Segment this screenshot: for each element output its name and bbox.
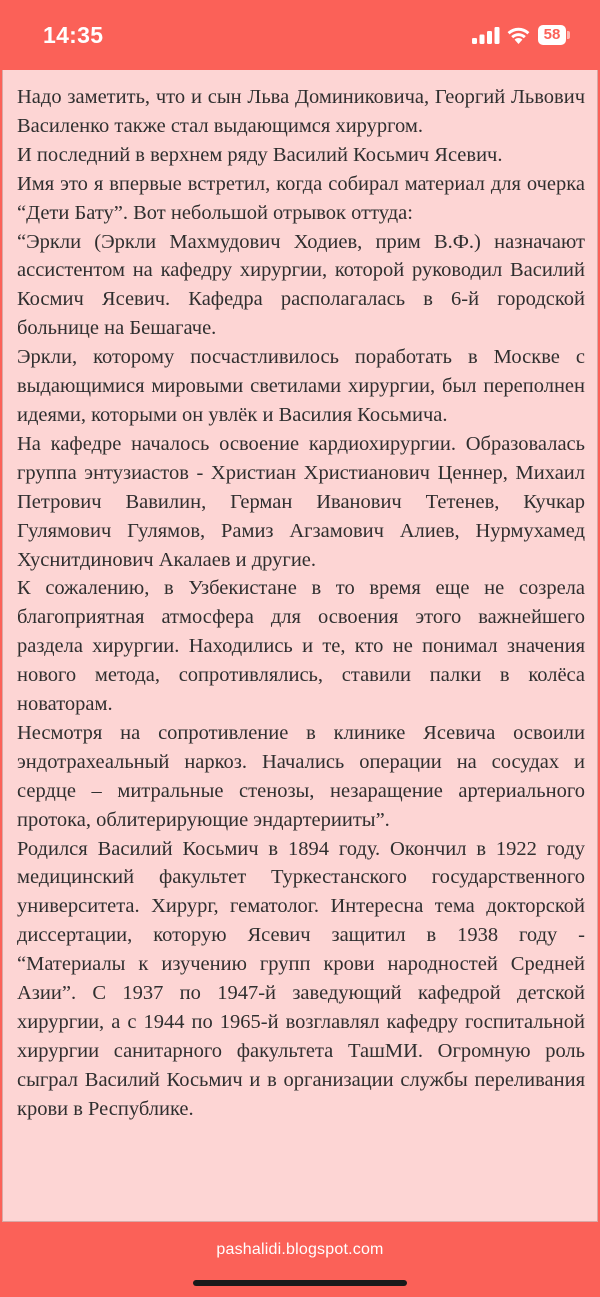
article-paragraph: Родился Василий Косьмич в 1894 году. Окончил в 1922 году медицинский факультет Туркестанского государственного университета. Хирург, гематолог. Интересна тема докторской диссертации, которую Ясевич защитил в 1938 году - “Материалы к изучению групп крови народностей Средней Азии”. С 1937 по 1947-й заведующий кафедрой детской хирургии, а с 1944 по 1965-й возглавлял кафедру госпитальной хирургии санитарного факультета ТашМИ. Огромную роль сыграл Василий Косьмич и в организации службы переливания крови в Республике.	[17, 837, 585, 1120]
battery-tip	[567, 31, 570, 39]
wifi-icon	[506, 25, 531, 44]
url-bar[interactable]: pashalidi.blogspot.com	[216, 1241, 384, 1258]
article-paragraph: Несмотря на сопротивление в клинике Ясевича освоили эндотрахеальный наркоз. Начались операции на сосудах и сердце – митральные стенозы, незаращение артериального протока, облитерирующие эндартерииты”.	[17, 721, 585, 831]
article-paragraph: На кафедре началось освоение кардиохирургии. Образовалась группа энтузиастов - Христиан Христианович Ценнер, Михаил Петрович Вавилин, Герман Иванович Тетенев, Кучкар Гулямович Гулямов, Рамиз Агзамович Алиев, Нурмухамед Хуснитдинович Акалаев и другие.	[17, 432, 585, 571]
article-paragraph: И последний в верхнем ряду Василий Косьмич Ясевич.	[17, 143, 503, 166]
article-paragraph: “Эркли (Эркли Махмудович Ходиев, прим В.Ф.) назначают ассистентом на кафедру хирургии, которой руководил Василий Космич Ясевич. Кафедра располагалась в 6-й городской больнице на Бешагаче.	[17, 230, 585, 340]
battery-level: 58	[538, 25, 566, 45]
article-text	[17, 83, 585, 1124]
article-page[interactable]	[2, 60, 598, 1222]
article-paragraph: Имя это я впервые встретил, когда собирал материал для очерка “Дети Бату”. Вот небольшой отрывок оттуда:	[17, 172, 585, 224]
status-time: 14:35	[43, 22, 104, 48]
article-paragraph: Надо заметить, что и сын Льва Доминиковича, Георгий Львович Василенко также стал выдающимся хирургом.	[17, 86, 585, 137]
browser-footer	[0, 1222, 600, 1297]
signal-icon	[472, 27, 500, 44]
status-bar	[0, 0, 600, 70]
article-paragraph: К сожалению, в Узбекистане в то время еще не созрела благоприятная атмосфера для освоения этого важнейшего раздела хирургии. Находились и те, кто не понимал значения нового метода, сопротивлялись, ставили палки в колёса новаторам.	[17, 577, 585, 716]
home-indicator[interactable]	[193, 1280, 407, 1286]
battery-icon	[538, 25, 571, 45]
article-paragraph: Эркли, которому посчастливилось поработать в Москве с выдающимися мировыми светилами хирургии, был переполнен идеями, которыми он увлёк и Василия Косьмича.	[17, 346, 585, 426]
